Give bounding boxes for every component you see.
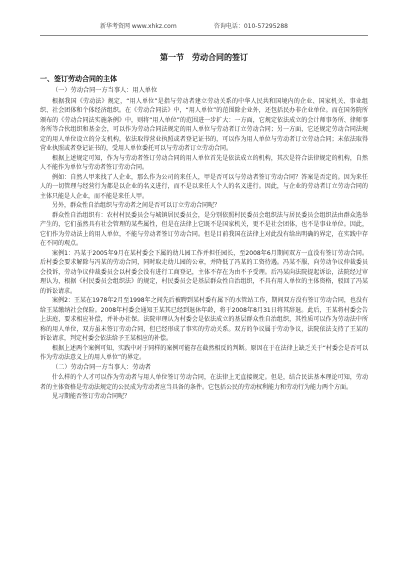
case-paragraph: 案例2：王某在1978年2月至1998年之间先后被聘到某村委有属下的水管站工作，期间双方没有签订劳动合同，也没有给王某缴纳社会保险。2008年村委会通知王某其已经到退休年龄，将于2008年8月31日将其辞退。此后，王某将村委会告上法庭，要求相应补偿，并补办社保。法院审理认为村委会是依法成立的基层群众性自治组织，其性质可以作为劳动法中所称的用人单位，双方虽未签订劳动合同，但已经形成了事实的劳动关系。双方的争议属于劳动争议，法院依法支持了王某的诉讼请求，判定村委会依法给予王某相应的补偿。: [40, 297, 368, 342]
paragraph: 群众性自治组织有：农村村民委员会与城镇居民委员会，是分别依照村民委员会组织法与居民委员会组织法由群众选举产生的，它们虽然具有社会管理的某些属性，但是在法律上它既不是国家机关，更不是社会团体，也不是事业单位。因此，它们作为劳动法上的用人单位，不能与劳动者签订劳动合同。但是目前我国在法律上对此没有给出明确的界定，在实践中存在不同的观点。: [40, 211, 368, 247]
heading-subjects: 一、签订劳动合同的主体: [40, 75, 117, 83]
page-header: [40, 20, 368, 34]
paragraph: 例如：自然人甲来找了人企业，那么作为公司的来任人，甲是否可以与劳动者签订劳动合同？答案是否定的。因为来任人的一切管理与经营行为都是以企业的名义进行，而不是以来任人个人的名义进行。因此，与企业的劳动者订立劳动合同的主体只能是人企业，而不能是来任人甲。: [40, 173, 368, 200]
paragraph: 见习期能否签订劳动合同呢？: [52, 393, 131, 400]
paragraph: 根据上述规定可知，作为与劳动者签订劳动合同的用人单位首先是依法成立的机构，其次是符合法律规定的机构，自然人不能作为单位与劳动者签订劳动合同。: [40, 154, 368, 171]
heading-employer: （一）劳动合同一方当事人：用人单位: [52, 87, 158, 94]
paragraph: 另外，群众性自治组织与劳动者之间是否可以订立劳动合同呢？: [52, 202, 221, 209]
paragraph: 什么样的个人才可以作为劳动者与用人单位签订劳动合同，在法律上无直接规定。但是，结合民法基本理论可知，劳动者的主体资格是劳动法规定的公民成为劳动者应当具备的条件。它包括公民的劳动权利能力和劳动行为能力两个方面。: [40, 374, 368, 391]
body-content: [40, 74, 368, 402]
paragraph: 根据我国《劳动法》规定，“用人单位”是指与劳动者建立劳动关系的中华人民共和国境内的企业、国家机关、事业组织、社会团体和个体经济组织。在《劳动合同法》中，“用人单位”的范围除企业外，还包括民办非企业单位。而在国务院所颁布的《劳动合同法实施条例》中，则将“用人单位”的范围进一步扩大：一方面，它规定依法成立的会计师事务所、律师事务所等合伙组织和基金会，可以作为劳动合同法规定的用人单位与劳动者订立劳动合同；另一方面，它还规定劳动合同法规定的用人单位设立的分支机构，依法取得营业执照或者登记证书的，可以作为用人单位与劳动者订立劳动合同；未依法取得营业执照或者登记证书的，受用人单位委托可以与劳动者订立劳动合同。: [40, 97, 368, 152]
paragraph: 根据上述两个案例可知，实践中对于同样的案例可能存在截然相反的判断。原因在于在法律上缺乏关于“村委会是否可以作为劳动法意义上的用人单位”的界定。: [40, 344, 368, 361]
header-phone: 咨询电话：010-57295288: [213, 23, 288, 30]
section-title: 第一节 劳动合同的签订: [160, 53, 248, 62]
header-site: 新华考资网 www.xhkz.com: [100, 23, 177, 30]
header-rule: [40, 35, 368, 36]
heading-worker: （二）劳动合同一方当事人：劳动者: [52, 363, 151, 371]
case-paragraph: 案例1：冯某于2005年9月在某村委会下属的幼儿园工作并担任园长，至2008年6月期间双方一直没有签订劳动合同。后村委会要求解除与冯某的劳动合同，同时取走幼儿园的公章，并降低了冯某的工资待遇。冯某不服，向劳动争议仲裁委员会投诉，劳动争议仲裁委员会以村委会没有进行工商登记，主体不存在为由不予受理。后冯某向法院提起诉讼，法院经过审理认为，根据《村民委员会组织法》的规定，村民委员会是基层群众性自治组织，不具有用人单位的主体资格，驳回了冯某的诉讼请求。: [40, 249, 368, 295]
